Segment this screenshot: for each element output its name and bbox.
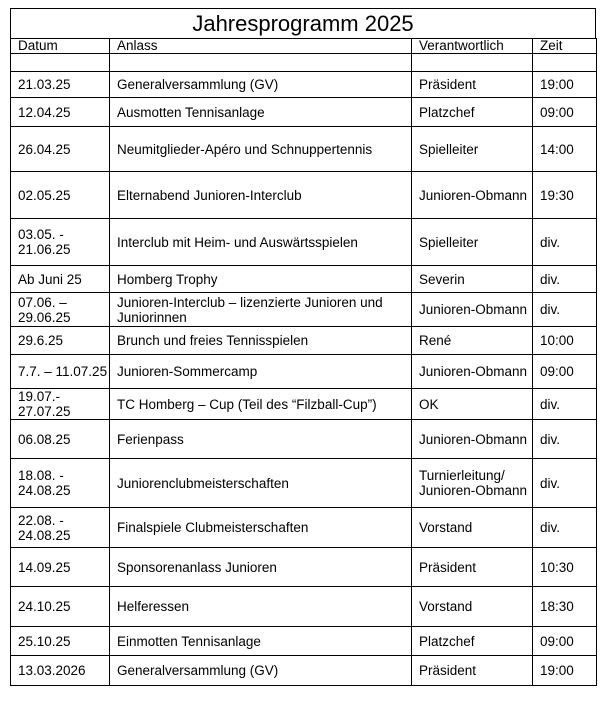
cell-anlass: Sponsorenanlass Junioren — [110, 548, 412, 587]
table-row — [11, 98, 597, 127]
cell-anlass: Juniorenclubmeisterschaften — [110, 459, 412, 508]
cell-zeit: 10:30 — [533, 548, 597, 587]
cell-datum: 26.04.25 — [11, 127, 110, 172]
cell-datum: 06.08.25 — [11, 420, 110, 459]
cell-verantwortlich — [412, 54, 533, 72]
table-row — [11, 627, 597, 656]
cell-anlass: Generalversammlung (GV) — [110, 72, 412, 98]
cell-zeit: div. — [533, 508, 597, 548]
cell-anlass — [110, 54, 412, 72]
cell-anlass: Elternabend Junioren-Interclub — [110, 172, 412, 219]
cell-zeit: 18:30 — [533, 587, 597, 627]
cell-verantwortlich: Junioren-Obmann — [412, 172, 533, 219]
cell-anlass: Brunch und freies Tennisspielen — [110, 327, 412, 355]
cell-anlass: Helferessen — [110, 587, 412, 627]
table-row — [11, 355, 597, 389]
header-zeit: Zeit — [533, 39, 597, 54]
cell-datum: 24.10.25 — [11, 587, 110, 627]
cell-datum: 12.04.25 — [11, 98, 110, 127]
table-row — [11, 327, 597, 355]
table-row — [11, 172, 597, 219]
document-title: Jahresprogramm 2025 — [10, 8, 596, 38]
header-anlass: Anlass — [110, 39, 412, 54]
cell-datum: 18.08. - 24.08.25 — [11, 459, 110, 508]
cell-verantwortlich: Spielleiter — [412, 219, 533, 266]
table-row — [11, 548, 597, 587]
cell-zeit: div. — [533, 389, 597, 420]
cell-anlass: Homberg Trophy — [110, 266, 412, 293]
table-row — [11, 656, 597, 686]
cell-zeit: div. — [533, 459, 597, 508]
cell-verantwortlich: Präsident — [412, 72, 533, 98]
cell-verantwortlich: René — [412, 327, 533, 355]
cell-datum — [11, 54, 110, 72]
table-row — [11, 127, 597, 172]
table-row — [11, 72, 597, 98]
cell-verantwortlich: Platzchef — [412, 98, 533, 127]
table-row — [11, 459, 597, 508]
cell-anlass: Generalversammlung (GV) — [110, 656, 412, 686]
cell-verantwortlich: Präsident — [412, 548, 533, 587]
cell-datum: 14.09.25 — [11, 548, 110, 587]
cell-datum: 29.6.25 — [11, 327, 110, 355]
cell-datum: 22.08. - 24.08.25 — [11, 508, 110, 548]
cell-zeit: 19:30 — [533, 172, 597, 219]
table-row — [11, 420, 597, 459]
table-row — [11, 508, 597, 548]
cell-zeit: 19:00 — [533, 72, 597, 98]
cell-zeit: 19:00 — [533, 656, 597, 686]
cell-verantwortlich: Junioren-Obmann — [412, 355, 533, 389]
cell-verantwortlich: Vorstand — [412, 508, 533, 548]
cell-zeit: 10:00 — [533, 327, 597, 355]
cell-zeit: 09:00 — [533, 627, 597, 656]
cell-anlass: Interclub mit Heim- und Auswärtsspielen — [110, 219, 412, 266]
cell-zeit: div. — [533, 293, 597, 327]
cell-verantwortlich: Platzchef — [412, 627, 533, 656]
cell-verantwortlich: Junioren-Obmann — [412, 420, 533, 459]
header-datum: Datum — [11, 39, 110, 54]
cell-verantwortlich: Spielleiter — [412, 127, 533, 172]
table-row — [11, 389, 597, 420]
table-row — [11, 54, 597, 72]
table-row — [11, 293, 597, 327]
cell-zeit: 09:00 — [533, 98, 597, 127]
cell-verantwortlich: Junioren-Obmann — [412, 293, 533, 327]
cell-datum: 21.03.25 — [11, 72, 110, 98]
header-verantwortlich: Verantwortlich — [412, 39, 533, 54]
cell-datum: 25.10.25 — [11, 627, 110, 656]
table-row — [11, 219, 597, 266]
cell-zeit: div. — [533, 266, 597, 293]
program-table — [10, 38, 597, 686]
cell-zeit: 09:00 — [533, 355, 597, 389]
cell-anlass: Einmotten Tennisanlage — [110, 627, 412, 656]
cell-zeit: div. — [533, 420, 597, 459]
cell-anlass: Junioren-Sommercamp — [110, 355, 412, 389]
cell-verantwortlich: Präsident — [412, 656, 533, 686]
cell-datum: Ab Juni 25 — [11, 266, 110, 293]
cell-zeit: 14:00 — [533, 127, 597, 172]
cell-datum: 13.03.2026 — [11, 656, 110, 686]
cell-anlass: Finalspiele Clubmeisterschaften — [110, 508, 412, 548]
cell-verantwortlich: OK — [412, 389, 533, 420]
cell-datum: 7.7. – 11.07.25 — [11, 355, 110, 389]
cell-datum: 19.07.- 27.07.25 — [11, 389, 110, 420]
cell-anlass: TC Homberg – Cup (Teil des “Filzball-Cup”) — [110, 389, 412, 420]
cell-anlass: Junioren-Interclub – lizenzierte Junioren und Juniorinnen — [110, 293, 412, 327]
cell-verantwortlich: Turnierleitung/ Junioren-Obmann — [412, 459, 533, 508]
cell-zeit — [533, 54, 597, 72]
table-row — [11, 587, 597, 627]
cell-anlass: Ferienpass — [110, 420, 412, 459]
cell-verantwortlich: Severin — [412, 266, 533, 293]
cell-anlass: Ausmotten Tennisanlage — [110, 98, 412, 127]
table-header-row — [11, 39, 597, 54]
cell-datum: 07.06. – 29.06.25 — [11, 293, 110, 327]
cell-anlass: Neumitglieder-Apéro und Schnuppertennis — [110, 127, 412, 172]
cell-zeit: div. — [533, 219, 597, 266]
cell-verantwortlich: Vorstand — [412, 587, 533, 627]
table-row — [11, 266, 597, 293]
cell-datum: 03.05. - 21.06.25 — [11, 219, 110, 266]
cell-datum: 02.05.25 — [11, 172, 110, 219]
